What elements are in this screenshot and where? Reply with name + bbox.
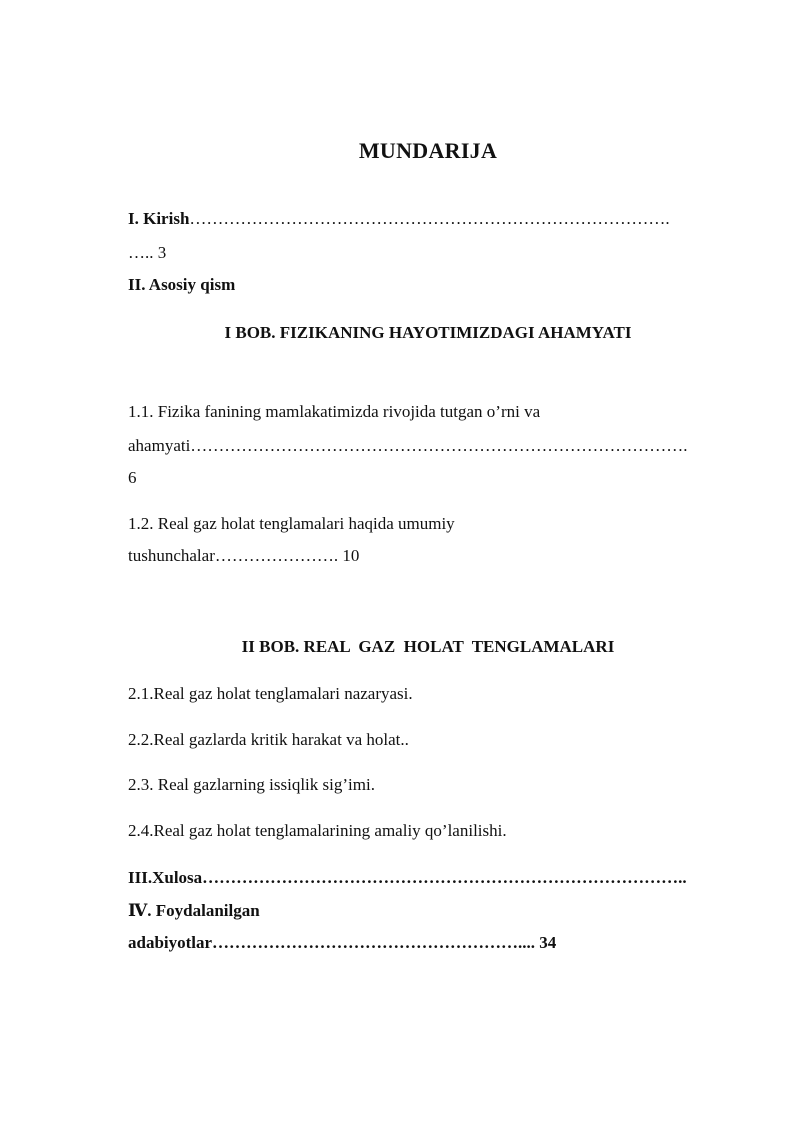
toc-chapter-1: I BOB. FIZIKANING HAYOTIMIZDAGI AHAMYATI bbox=[224, 323, 632, 342]
toc-entry-xulosa: III.Xulosa………………………………………………………………………….. bbox=[128, 868, 687, 887]
toc-entry-1-2-line1: 1.2. Real gaz holat tenglamalari haqida umumiy bbox=[128, 514, 455, 533]
toc-section-asosiy: II. Asosiy qism bbox=[128, 275, 236, 294]
toc-entry-2-4: 2.4.Real gaz holat tenglamalarining amaliy qo’lanilishi. bbox=[128, 821, 507, 840]
toc-entry-foydalanilgan-text: adabiyotlar……………………………………………….... 34 bbox=[128, 933, 557, 952]
toc-chapter-2: II BOB. REAL GAZ HOLAT TENGLAMALARI bbox=[241, 637, 615, 656]
toc-entry-1-1-line2: ahamyati……………………………………………………………………………. bbox=[128, 436, 688, 455]
toc-entry-2-1: 2.1.Real gaz holat tenglamalari nazaryasi. bbox=[128, 684, 413, 703]
toc-entry-2-3: 2.3. Real gazlarning issiqlik sig’imi. bbox=[128, 775, 375, 794]
toc-entry-2-2: 2.2.Real gazlarda kritik harakat va holat.. bbox=[128, 730, 409, 749]
toc-entry-kirish-label: I. Kirish bbox=[128, 209, 190, 228]
page-title: MUNDARIJA bbox=[358, 138, 498, 163]
toc-entry-kirish-page: ….. 3 bbox=[128, 243, 167, 262]
toc-entry-foydalanilgan-line2 bbox=[128, 933, 556, 953]
toc-entry-1-2-line2: tushunchalar…………………. 10 bbox=[128, 546, 360, 565]
toc-entry-foydalanilgan-line1: Ⅳ. Foydalanilgan bbox=[128, 901, 260, 920]
toc-entry-1-1-page: 6 bbox=[128, 468, 137, 487]
toc-entry-kirish bbox=[128, 209, 670, 229]
toc-entry-1-1-line1: 1.1. Fizika fanining mamlakatimizda rivojida tutgan o’rni va bbox=[128, 402, 541, 421]
toc-entry-kirish-dots: …………………………………………………………………………. bbox=[189, 209, 670, 228]
